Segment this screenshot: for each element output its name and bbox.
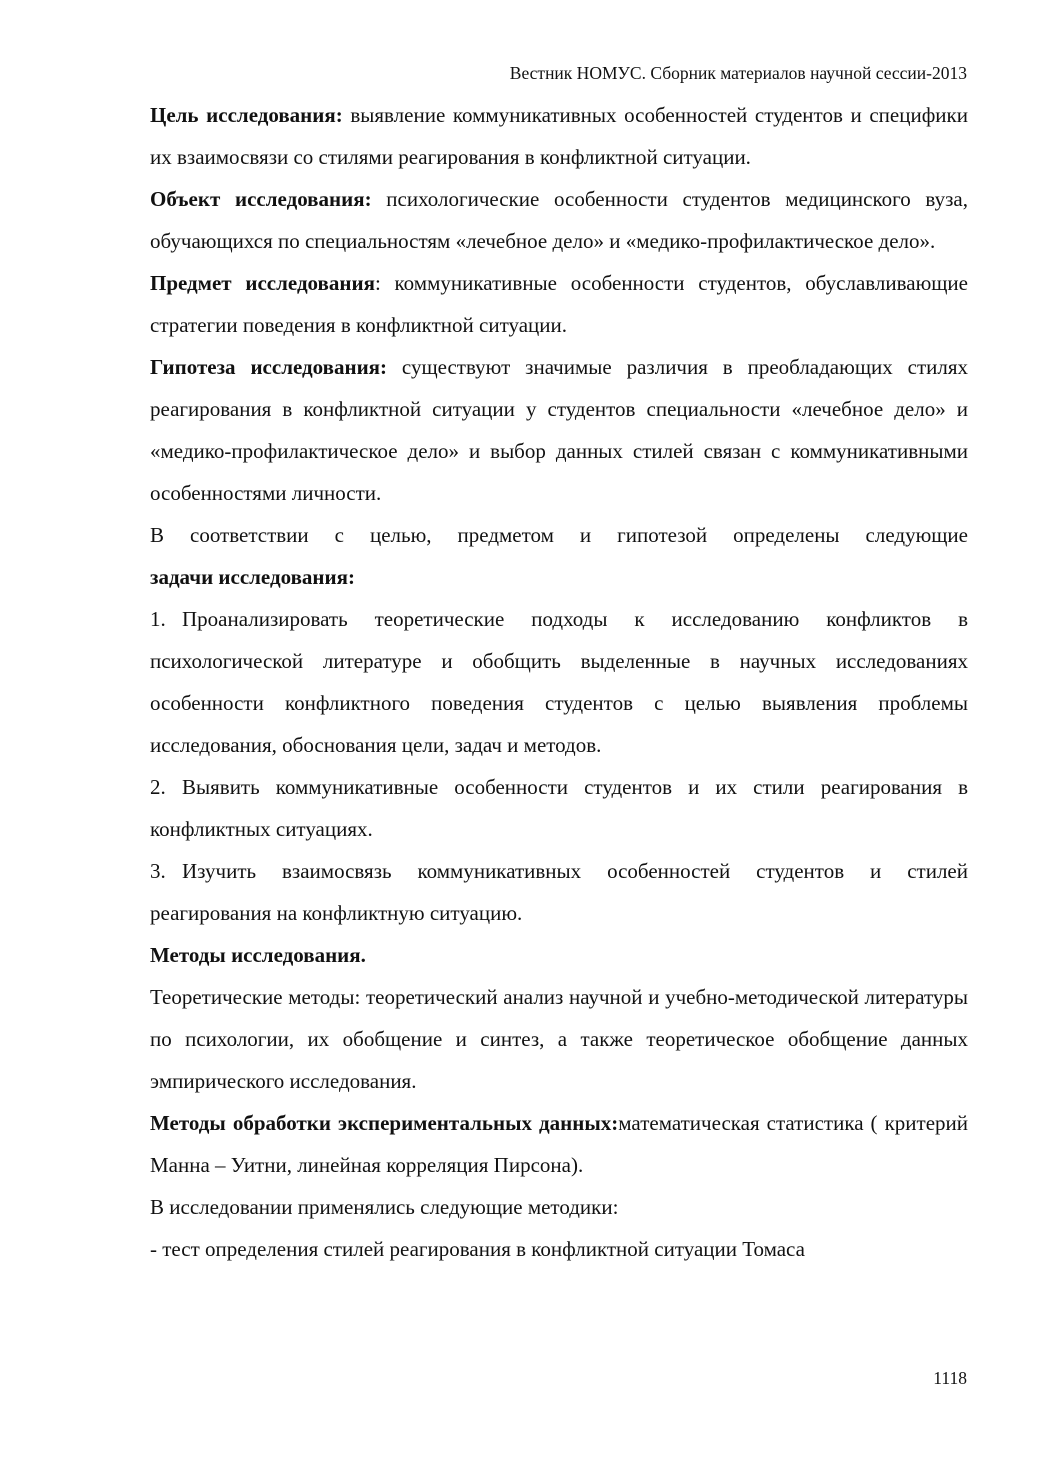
page-body	[150, 94, 968, 1270]
applied-method-item: - тест определения стилей реагирования в конфликтной ситуации Томаса	[150, 1237, 805, 1261]
task-number: 3.	[150, 859, 166, 883]
task-item-1	[150, 598, 968, 766]
subject-label: Предмет исследования	[150, 271, 375, 295]
processing-methods-paragraph	[150, 1102, 968, 1186]
tasks-intro: В соответствии с целью, предметом и гипотезой определены следующие	[150, 523, 968, 547]
applied-methods-intro: В исследовании применялись следующие методики:	[150, 1195, 619, 1219]
subject-text: : коммуникативные особенности студентов, обуславливающие стратегии поведения в конфликтной ситуации.	[150, 271, 968, 337]
running-header: Вестник НОМУС. Сборник материалов научной сессии-2013	[509, 63, 967, 83]
task-text: Выявить коммуникативные особенности студентов и их стили реагирования в конфликтных ситуациях.	[150, 775, 968, 841]
object-label: Объект исследования:	[150, 187, 372, 211]
goal-label: Цель исследования:	[150, 103, 343, 127]
page-number: 1118	[933, 1368, 967, 1388]
task-item-2	[150, 766, 968, 850]
task-text: Изучить взаимосвязь коммуникативных особенностей студентов и стилей реагирования на конфликтную ситуацию.	[150, 859, 968, 925]
subject-paragraph	[150, 262, 968, 346]
object-text: психологические особенности студентов медицинского вуза, обучающихся по специальностям «лечебное дело» и «медико-профилактическое дело».	[150, 187, 968, 253]
hypothesis-label: Гипотеза исследования:	[150, 355, 388, 379]
hypothesis-paragraph	[150, 346, 968, 514]
task-text: Проанализировать теоретические подходы к исследованию конфликтов в психологической литературе и обобщить выделенные в научных исследованиях особенности конфликтного поведения студентов с целью выявления проблемы исследования, обоснования цели, задач и методов.	[150, 607, 968, 757]
tasks-heading: задачи исследования:	[150, 565, 355, 589]
task-number: 2.	[150, 775, 166, 799]
hypothesis-text: существуют значимые различия в преобладающих стилях реагирования в конфликтной ситуации у студентов специальности «лечебное дело» и «медико-профилактическое дело» и выбор данных стилей связан с коммуникативными особенностями личности.	[150, 355, 968, 505]
processing-methods-text: математическая статистика ( критерий Манна – Уитни, линейная корреляция Пирсона).	[150, 1111, 968, 1177]
methods-heading: Методы исследования.	[150, 943, 366, 967]
task-item-3	[150, 850, 968, 934]
goal-paragraph	[150, 94, 968, 178]
theoretical-methods-paragraph: Теоретические методы: теоретический анализ научной и учебно-методической литературы по психологии, их обобщение и синтез, а также теоретическое обобщение данных эмпирического исследования.	[150, 985, 968, 1093]
object-paragraph	[150, 178, 968, 262]
processing-methods-label: Методы обработки экспериментальных данных:	[150, 1111, 619, 1135]
task-number: 1.	[150, 607, 166, 631]
goal-text: выявление коммуникативных особенностей студентов и специфики их взаимосвязи со стилями реагирования в конфликтной ситуации.	[150, 103, 968, 169]
